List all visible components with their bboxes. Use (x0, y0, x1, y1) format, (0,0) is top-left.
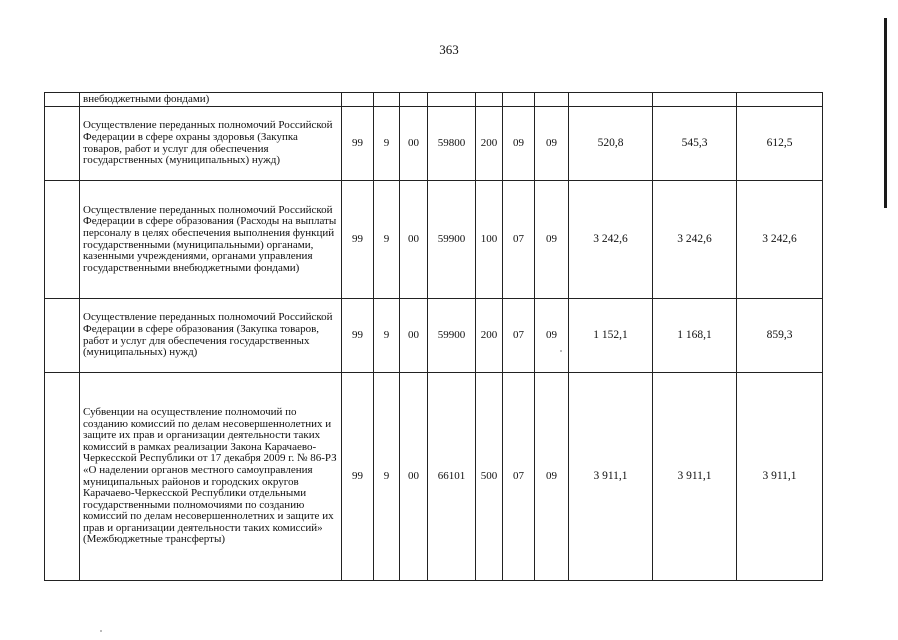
table-row (45, 299, 823, 373)
cell-program: 99 (342, 373, 374, 581)
cell-amount-1: 3 242,6 (569, 181, 653, 299)
blank-cell (45, 299, 80, 373)
cell-subsection (535, 93, 569, 107)
cell-amount-2: 1 168,1 (653, 299, 737, 373)
cell-program: 99 (342, 107, 374, 181)
cell-group: 00 (400, 181, 428, 299)
table-row (45, 107, 823, 181)
row-description: Осуществление переданных полномочий Российской Федерации в сфере образования (Расходы на выплаты персоналу в целях обеспечения выполнения функций государственными (муниципальными) органами, казенными учреждениями, органами управления государственными внебюджетными фондами) (80, 181, 342, 299)
blank-cell (45, 93, 80, 107)
cell-expense-type: 200 (476, 107, 503, 181)
table-row (45, 93, 823, 107)
cell-subprogram (374, 93, 400, 107)
cell-amount-1: 3 911,1 (569, 373, 653, 581)
cell-group: 00 (400, 373, 428, 581)
cell-direction (428, 93, 476, 107)
cell-section: 09 (503, 107, 535, 181)
scan-speck (100, 630, 102, 632)
budget-table (44, 92, 823, 581)
cell-amount-1 (569, 93, 653, 107)
cell-expense-type (476, 93, 503, 107)
row-description: внебюджетными фондами) (80, 93, 342, 107)
cell-amount-3: 3 242,6 (737, 181, 823, 299)
cell-direction: 59800 (428, 107, 476, 181)
cell-amount-3: 3 911,1 (737, 373, 823, 581)
cell-amount-1: 1 152,1 (569, 299, 653, 373)
cell-subsection: 09 (535, 181, 569, 299)
cell-amount-3 (737, 93, 823, 107)
table-row (45, 181, 823, 299)
cell-amount-3: 859,3 (737, 299, 823, 373)
cell-amount-2: 545,3 (653, 107, 737, 181)
cell-program: 99 (342, 181, 374, 299)
cell-direction: 59900 (428, 299, 476, 373)
blank-cell (45, 373, 80, 581)
cell-expense-type: 100 (476, 181, 503, 299)
cell-expense-type: 200 (476, 299, 503, 373)
cell-section: 07 (503, 181, 535, 299)
cell-subprogram: 9 (374, 299, 400, 373)
cell-group: 00 (400, 299, 428, 373)
page-number: 363 (439, 42, 459, 57)
cell-amount-2 (653, 93, 737, 107)
cell-amount-3: 612,5 (737, 107, 823, 181)
cell-group: 00 (400, 107, 428, 181)
scan-edge-bar (884, 18, 887, 208)
cell-section: 07 (503, 373, 535, 581)
cell-subsection: 09 (535, 373, 569, 581)
cell-expense-type: 500 (476, 373, 503, 581)
row-description: Осуществление переданных полномочий Российской Федерации в сфере охраны здоровья (Закупка товаров, работ и услуг для обеспечения государственных (муниципальных) нужд) (80, 107, 342, 181)
cell-amount-2: 3 242,6 (653, 181, 737, 299)
cell-direction: 66101 (428, 373, 476, 581)
cell-subsection: 09 (535, 107, 569, 181)
cell-group (400, 93, 428, 107)
cell-section (503, 93, 535, 107)
blank-cell (45, 181, 80, 299)
cell-section: 07 (503, 299, 535, 373)
cell-direction: 59900 (428, 181, 476, 299)
row-description: Осуществление переданных полномочий Российской Федерации в сфере образования (Закупка товаров, работ и услуг для обеспечения государственных (муниципальных) нужд) (80, 299, 342, 373)
blank-cell (45, 107, 80, 181)
cell-program: 99 (342, 299, 374, 373)
cell-subsection: 09 (535, 299, 569, 373)
table-row (45, 373, 823, 581)
cell-subprogram: 9 (374, 373, 400, 581)
cell-amount-2: 3 911,1 (653, 373, 737, 581)
cell-amount-1: 520,8 (569, 107, 653, 181)
cell-subprogram: 9 (374, 107, 400, 181)
cell-program (342, 93, 374, 107)
cell-subprogram: 9 (374, 181, 400, 299)
row-description: Субвенции на осуществление полномочий по созданию комиссий по делам несовершеннолетних и защите их прав и организации деятельности таких комиссий в рамках реализации Закона Карачаево-Черкесской Республики от 17 декабря 2009 г. № 86-РЗ «О наделении органов местного самоуправления муниципальных районов и городских округов Карачаево-Черкесской Республики отдельными государственными полномочиями по созданию комиссий по делам несовершеннолетних и защите их прав и организации деятельности таких комиссий» (Межбюджетные трансферты) (80, 373, 342, 581)
